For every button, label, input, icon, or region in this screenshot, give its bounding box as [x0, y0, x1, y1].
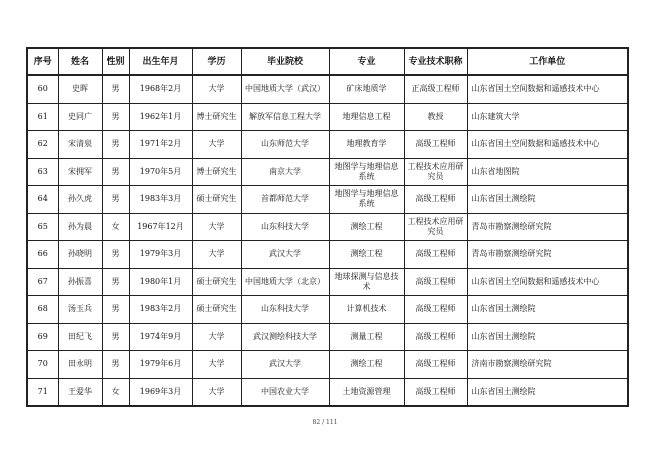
cell-col-school: 首都师范大学 — [241, 186, 329, 214]
table-row — [27, 213, 628, 241]
table-row — [27, 131, 628, 159]
table-row — [27, 241, 628, 269]
cell-col-employer: 青岛市勘察测绘研究院 — [467, 241, 628, 269]
cell-col-education: 大学 — [192, 241, 241, 269]
cell-col-index: 67 — [27, 268, 58, 296]
cell-col-education: 硕士研究生 — [192, 268, 241, 296]
cell-col-school: 中国地质大学（北京） — [241, 268, 329, 296]
header-col-school: 毕业院校 — [241, 48, 329, 75]
cell-col-employer: 山东省国土空间数据和遥感技术中心 — [467, 268, 628, 296]
cell-col-birth: 1983年3月 — [129, 186, 192, 214]
cell-col-major: 地理信息工程 — [329, 103, 404, 131]
cell-col-index: 61 — [27, 103, 58, 131]
cell-col-employer: 山东省国土测绘院 — [467, 323, 628, 351]
personnel-table — [26, 47, 629, 407]
cell-col-title: 高级工程师 — [404, 351, 467, 379]
cell-col-index: 63 — [27, 158, 58, 186]
cell-col-birth: 1962年1月 — [129, 103, 192, 131]
cell-col-title: 高级工程师 — [404, 186, 467, 214]
table-row — [27, 351, 628, 379]
cell-col-school: 山东师范大学 — [241, 131, 329, 159]
cell-col-school: 武汉测绘科技大学 — [241, 323, 329, 351]
cell-col-employer: 青岛市勘察测绘研究院 — [467, 213, 628, 241]
cell-col-birth: 1979年6月 — [129, 351, 192, 379]
cell-col-employer: 山东省国土测绘院 — [467, 378, 628, 406]
cell-col-gender: 男 — [102, 296, 129, 324]
cell-col-school: 武汉大学 — [241, 241, 329, 269]
cell-col-school: 中国地质大学（武汉） — [241, 75, 329, 103]
header-col-education: 学历 — [192, 48, 241, 75]
cell-col-title: 高级工程师 — [404, 268, 467, 296]
cell-col-name: 田永明 — [58, 351, 102, 379]
cell-col-name: 孙为晨 — [58, 213, 102, 241]
cell-col-index: 66 — [27, 241, 58, 269]
cell-col-education: 大学 — [192, 378, 241, 406]
cell-col-school: 山东科技大学 — [241, 213, 329, 241]
cell-col-employer: 山东省地图院 — [467, 158, 628, 186]
cell-col-index: 68 — [27, 296, 58, 324]
cell-col-gender: 男 — [102, 158, 129, 186]
header-col-employer: 工作单位 — [467, 48, 628, 75]
cell-col-index: 71 — [27, 378, 58, 406]
cell-col-education: 博士研究生 — [192, 158, 241, 186]
cell-col-title: 高级工程师 — [404, 323, 467, 351]
cell-col-name: 史同广 — [58, 103, 102, 131]
cell-col-birth: 1970年5月 — [129, 158, 192, 186]
cell-col-index: 70 — [27, 351, 58, 379]
cell-col-employer: 山东建筑大学 — [467, 103, 628, 131]
cell-col-birth: 1968年2月 — [129, 75, 192, 103]
cell-col-school: 解放军信息工程大学 — [241, 103, 329, 131]
table-row — [27, 158, 628, 186]
cell-col-employer: 山东省国土测绘院 — [467, 296, 628, 324]
cell-col-index: 60 — [27, 75, 58, 103]
cell-col-education: 大学 — [192, 75, 241, 103]
cell-col-school: 武汉大学 — [241, 351, 329, 379]
table-row — [27, 296, 628, 324]
table-row — [27, 75, 628, 103]
cell-col-gender: 男 — [102, 351, 129, 379]
cell-col-employer: 济南市勘察测绘研究院 — [467, 351, 628, 379]
cell-col-employer: 山东省国土空间数据和遥感技术中心 — [467, 75, 628, 103]
cell-col-school: 南京大学 — [241, 158, 329, 186]
cell-col-name: 汤玉兵 — [58, 296, 102, 324]
cell-col-title: 正高级工程师 — [404, 75, 467, 103]
cell-col-name: 王爱华 — [58, 378, 102, 406]
cell-col-name: 宋清泉 — [58, 131, 102, 159]
cell-col-major: 地图学与地理信息系统 — [329, 158, 404, 186]
cell-col-name: 田纪飞 — [58, 323, 102, 351]
cell-col-major: 计算机技术 — [329, 296, 404, 324]
cell-col-title: 高级工程师 — [404, 378, 467, 406]
cell-col-gender: 男 — [102, 75, 129, 103]
page-number: 82 / 111 — [312, 419, 338, 426]
cell-col-employer: 山东省国土空间数据和遥感技术中心 — [467, 131, 628, 159]
cell-col-major: 地球探测与信息技术 — [329, 268, 404, 296]
cell-col-major: 地图学与地理信息系统 — [329, 186, 404, 214]
cell-col-major: 测绘工程 — [329, 213, 404, 241]
cell-col-birth: 1971年2月 — [129, 131, 192, 159]
cell-col-birth: 1979年3月 — [129, 241, 192, 269]
cell-col-birth: 1980年1月 — [129, 268, 192, 296]
cell-col-education: 大学 — [192, 131, 241, 159]
cell-col-major: 测量工程 — [329, 323, 404, 351]
cell-col-education: 博士研究生 — [192, 103, 241, 131]
cell-col-gender: 男 — [102, 323, 129, 351]
cell-col-birth: 1983年2月 — [129, 296, 192, 324]
cell-col-school: 山东科技大学 — [241, 296, 329, 324]
cell-col-gender: 男 — [102, 186, 129, 214]
cell-col-school: 中国农业大学 — [241, 378, 329, 406]
cell-col-index: 64 — [27, 186, 58, 214]
table-row — [27, 103, 628, 131]
cell-col-index: 62 — [27, 131, 58, 159]
cell-col-name: 孙振喜 — [58, 268, 102, 296]
cell-col-gender: 女 — [102, 378, 129, 406]
table-row — [27, 268, 628, 296]
cell-col-name: 宋拥军 — [58, 158, 102, 186]
table-row — [27, 186, 628, 214]
table-body — [27, 75, 628, 406]
cell-col-education: 硕士研究生 — [192, 296, 241, 324]
cell-col-gender: 男 — [102, 268, 129, 296]
cell-col-education: 硕士研究生 — [192, 186, 241, 214]
cell-col-title: 工程技术应用研究员 — [404, 158, 467, 186]
cell-col-major: 地理教育学 — [329, 131, 404, 159]
cell-col-title: 高级工程师 — [404, 296, 467, 324]
cell-col-gender: 女 — [102, 213, 129, 241]
cell-col-name: 孙久虎 — [58, 186, 102, 214]
cell-col-birth: 1969年3月 — [129, 378, 192, 406]
header-col-gender: 性别 — [102, 48, 129, 75]
cell-col-gender: 男 — [102, 131, 129, 159]
header-col-index: 序号 — [27, 48, 58, 75]
cell-col-birth: 1967年12月 — [129, 213, 192, 241]
cell-col-major: 测绘工程 — [329, 241, 404, 269]
cell-col-education: 大学 — [192, 323, 241, 351]
cell-col-gender: 男 — [102, 103, 129, 131]
cell-col-major: 测绘工程 — [329, 351, 404, 379]
table-row — [27, 323, 628, 351]
cell-col-title: 高级工程师 — [404, 131, 467, 159]
cell-col-major: 矿床地质学 — [329, 75, 404, 103]
table-header-row — [27, 48, 628, 75]
cell-col-education: 大学 — [192, 351, 241, 379]
header-col-major: 专业 — [329, 48, 404, 75]
header-col-title: 专业技术职称 — [404, 48, 467, 75]
cell-col-title: 工程技术应用研究员 — [404, 213, 467, 241]
cell-col-index: 69 — [27, 323, 58, 351]
cell-col-index: 65 — [27, 213, 58, 241]
cell-col-title: 教授 — [404, 103, 467, 131]
cell-col-major: 土地资源管理 — [329, 378, 404, 406]
header-col-name: 姓名 — [58, 48, 102, 75]
header-col-birth: 出生年月 — [129, 48, 192, 75]
cell-col-gender: 男 — [102, 241, 129, 269]
cell-col-name: 史晖 — [58, 75, 102, 103]
cell-col-birth: 1974年9月 — [129, 323, 192, 351]
table-row — [27, 378, 628, 406]
cell-col-title: 高级工程师 — [404, 241, 467, 269]
cell-col-name: 孙晓明 — [58, 241, 102, 269]
cell-col-employer: 山东省国土测绘院 — [467, 186, 628, 214]
cell-col-education: 大学 — [192, 213, 241, 241]
